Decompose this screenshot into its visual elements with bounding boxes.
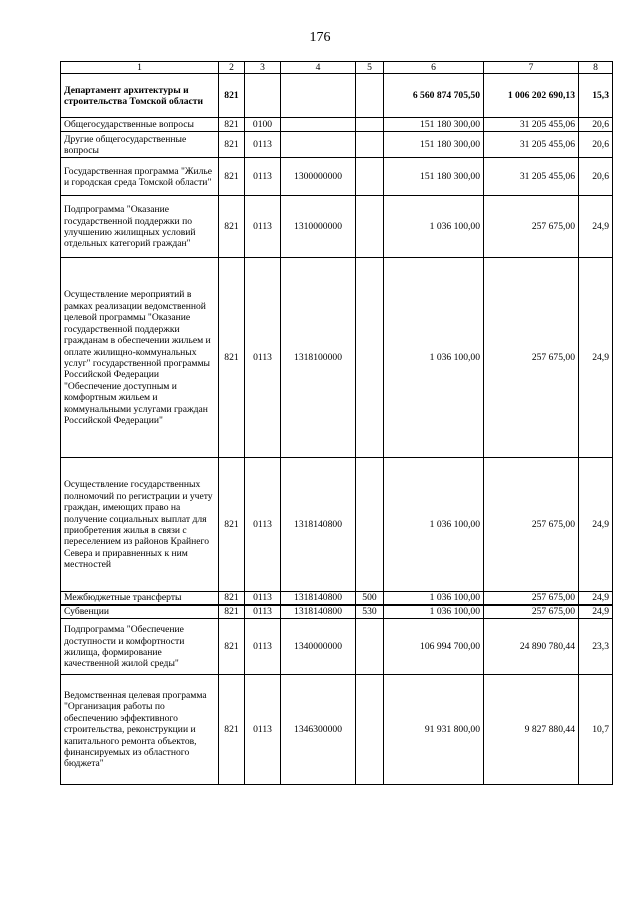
row-name: Общегосударственные вопросы: [61, 118, 219, 132]
row-plan: 1 036 100,00: [384, 258, 484, 458]
row-admin-code: 821: [219, 74, 245, 118]
row-fact: 1 006 202 690,13: [484, 74, 579, 118]
row-name: Межбюджетные трансферты: [61, 592, 219, 605]
row-plan: 151 180 300,00: [384, 132, 484, 158]
row-percent: 24,9: [579, 458, 613, 592]
table-row: [61, 458, 613, 592]
table-row: [61, 605, 613, 619]
row-percent: 24,9: [579, 258, 613, 458]
row-admin-code: 821: [219, 458, 245, 592]
header-cell: 2: [219, 62, 245, 74]
row-percent: 20,6: [579, 132, 613, 158]
header-cell: 6: [384, 62, 484, 74]
table-row: [61, 74, 613, 118]
row-admin-code: 821: [219, 258, 245, 458]
row-expense-type: [356, 258, 384, 458]
row-plan: 1 036 100,00: [384, 605, 484, 619]
row-name: Осуществление государственных полномочий по регистрации и учету граждан, имеющих право на получение социальных выплат для приобретения жилья в связи с переселением из районов Крайнего Севера и приравненных к ним местностей: [61, 458, 219, 592]
table-row: [61, 592, 613, 605]
table-header-row: [61, 62, 613, 74]
row-section-code: [245, 74, 281, 118]
row-expense-type: [356, 196, 384, 258]
row-expense-type: [356, 458, 384, 592]
row-target-code: [281, 118, 356, 132]
row-percent: 15,3: [579, 74, 613, 118]
row-target-code: 1346300000: [281, 675, 356, 785]
header-cell: 5: [356, 62, 384, 74]
row-expense-type: [356, 74, 384, 118]
row-target-code: 1318100000: [281, 258, 356, 458]
row-name: Подпрограмма "Обеспечение доступности и комфортности жилища, формирование качественной жилой среды": [61, 619, 219, 675]
header-cell: 1: [61, 62, 219, 74]
row-section-code: 0100: [245, 118, 281, 132]
table-row: [61, 132, 613, 158]
row-percent: 24,9: [579, 196, 613, 258]
row-target-code: 1318140800: [281, 592, 356, 605]
header-cell: 4: [281, 62, 356, 74]
row-name: Подпрограмма "Оказание государственной поддержки по улучшению жилищных условий отдельных категорий граждан": [61, 196, 219, 258]
row-admin-code: 821: [219, 118, 245, 132]
row-expense-type: [356, 675, 384, 785]
row-fact: 257 675,00: [484, 592, 579, 605]
row-plan: 1 036 100,00: [384, 592, 484, 605]
row-percent: 24,9: [579, 605, 613, 619]
row-section-code: 0113: [245, 675, 281, 785]
row-plan: 151 180 300,00: [384, 118, 484, 132]
row-admin-code: 821: [219, 605, 245, 619]
row-expense-type: [356, 158, 384, 196]
row-fact: 257 675,00: [484, 458, 579, 592]
row-admin-code: 821: [219, 619, 245, 675]
row-target-code: 1300000000: [281, 158, 356, 196]
row-name: Осуществление мероприятий в рамках реализации ведомственной целевой программы "Оказание государственной поддержки гражданам в обеспечении жильем и оплате жилищно-коммунальных услуг" государственной программы Российской Федерации "Обеспечение доступным и комфортным жильем и коммунальными услугами граждан Российской Федерации": [61, 258, 219, 458]
page-number: 176: [309, 30, 331, 45]
row-target-code: [281, 132, 356, 158]
row-plan: 91 931 800,00: [384, 675, 484, 785]
row-fact: 9 827 880,44: [484, 675, 579, 785]
row-fact: 257 675,00: [484, 258, 579, 458]
table-body: [61, 74, 613, 785]
row-admin-code: 821: [219, 675, 245, 785]
row-section-code: 0113: [245, 132, 281, 158]
row-section-code: 0113: [245, 196, 281, 258]
row-target-code: [281, 74, 356, 118]
row-expense-type: [356, 118, 384, 132]
row-target-code: 1318140800: [281, 458, 356, 592]
row-percent: 23,3: [579, 619, 613, 675]
table-row: [61, 196, 613, 258]
row-admin-code: 821: [219, 132, 245, 158]
row-plan: 106 994 700,00: [384, 619, 484, 675]
table-row: [61, 158, 613, 196]
row-admin-code: 821: [219, 592, 245, 605]
row-target-code: 1310000000: [281, 196, 356, 258]
table-row: [61, 118, 613, 132]
row-fact: 257 675,00: [484, 196, 579, 258]
row-plan: 1 036 100,00: [384, 196, 484, 258]
budget-table: [60, 61, 613, 785]
row-fact: 31 205 455,06: [484, 118, 579, 132]
row-section-code: 0113: [245, 592, 281, 605]
row-expense-type: [356, 132, 384, 158]
row-section-code: 0113: [245, 458, 281, 592]
row-target-code: 1318140800: [281, 605, 356, 619]
row-admin-code: 821: [219, 196, 245, 258]
row-name: Другие общегосударственные вопросы: [61, 132, 219, 158]
row-expense-type: 500: [356, 592, 384, 605]
row-name: Ведомственная целевая программа "Организация работы по обеспечению эффективного строительства, реконструкции и капитального ремонта объектов, финансируемых из областного бюджета": [61, 675, 219, 785]
row-percent: 20,6: [579, 118, 613, 132]
row-section-code: 0113: [245, 158, 281, 196]
row-plan: 1 036 100,00: [384, 458, 484, 592]
row-percent: 24,9: [579, 592, 613, 605]
row-plan: 6 560 874 705,50: [384, 74, 484, 118]
table-row: [61, 675, 613, 785]
row-target-code: 1340000000: [281, 619, 356, 675]
row-fact: 24 890 780,44: [484, 619, 579, 675]
row-name: Департамент архитектуры и строительства Томской области: [61, 74, 219, 118]
row-admin-code: 821: [219, 158, 245, 196]
row-expense-type: [356, 619, 384, 675]
row-section-code: 0113: [245, 605, 281, 619]
row-percent: 20,6: [579, 158, 613, 196]
row-percent: 10,7: [579, 675, 613, 785]
table-row: [61, 619, 613, 675]
row-fact: 31 205 455,06: [484, 158, 579, 196]
header-cell: 3: [245, 62, 281, 74]
row-fact: 257 675,00: [484, 605, 579, 619]
row-fact: 31 205 455,06: [484, 132, 579, 158]
row-section-code: 0113: [245, 619, 281, 675]
header-cell: 7: [484, 62, 579, 74]
table-row: [61, 258, 613, 458]
row-section-code: 0113: [245, 258, 281, 458]
row-name: Субвенции: [61, 605, 219, 619]
header-cell: 8: [579, 62, 613, 74]
row-expense-type: 530: [356, 605, 384, 619]
row-name: Государственная программа "Жилье и городская среда Томской области": [61, 158, 219, 196]
row-plan: 151 180 300,00: [384, 158, 484, 196]
